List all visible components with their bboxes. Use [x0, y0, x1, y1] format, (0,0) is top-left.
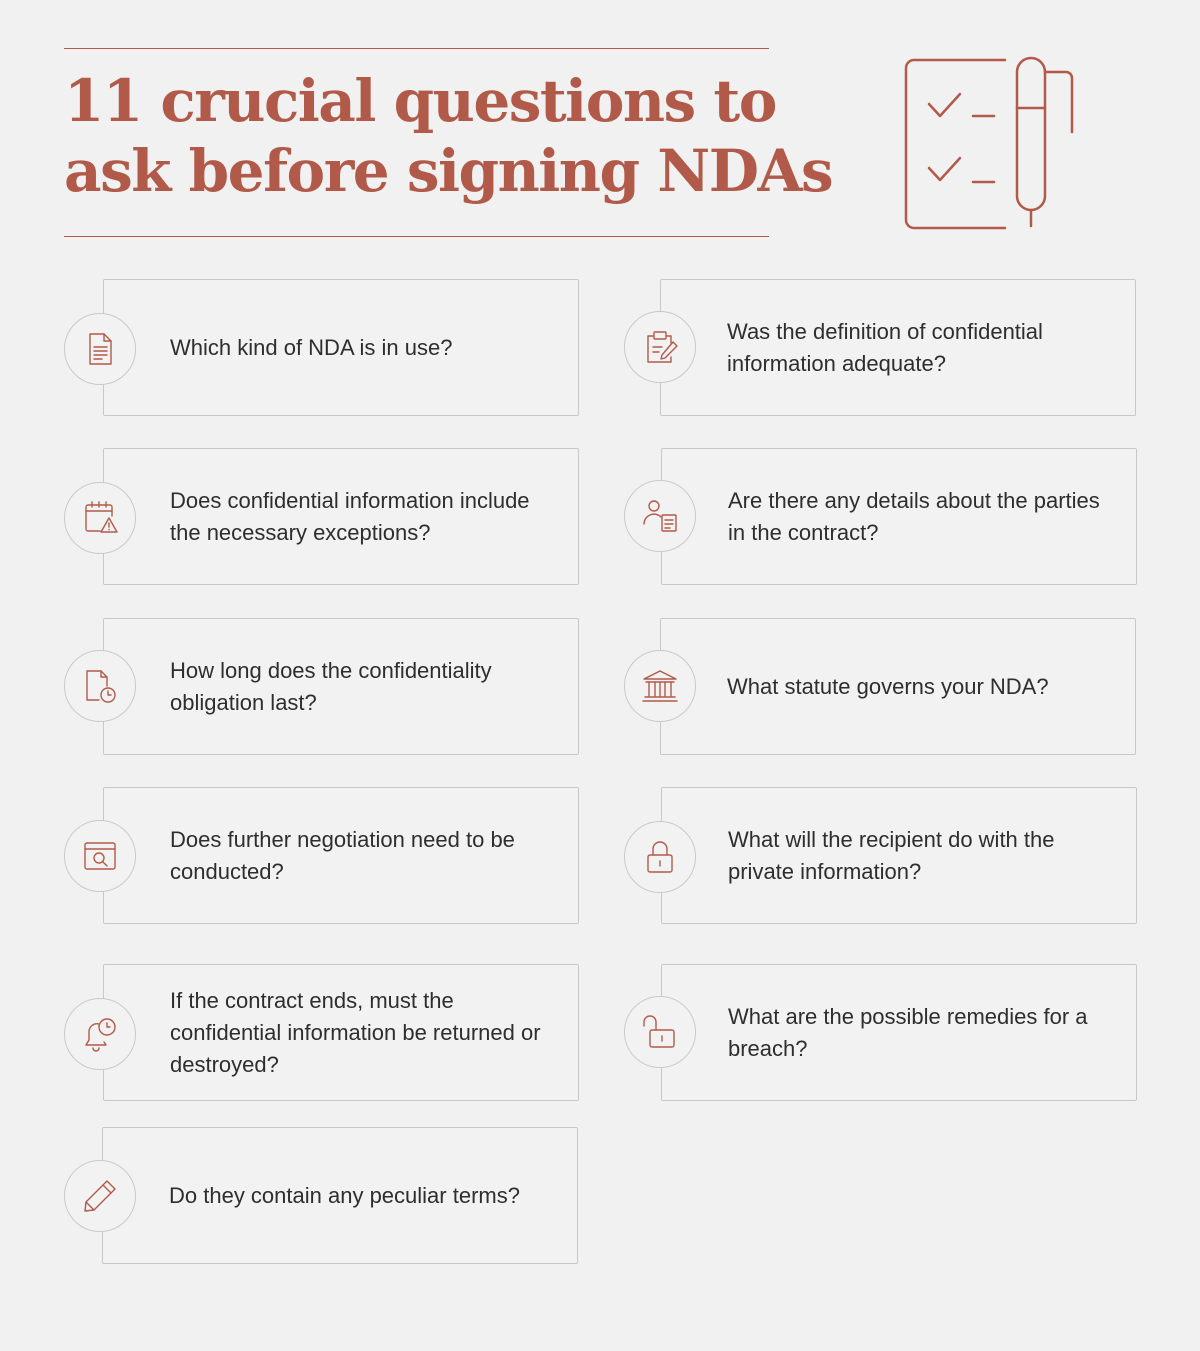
lock-icon — [624, 821, 696, 893]
question-text: Do they contain any peculiar terms? — [169, 1182, 520, 1208]
question-card — [102, 1127, 578, 1264]
browser-search-icon — [64, 820, 136, 892]
question-card — [103, 448, 579, 585]
question-text: How long does the confidentiality obligation last? — [170, 657, 492, 715]
question-text: What statute governs your NDA? — [727, 673, 1049, 699]
question-card — [103, 279, 579, 416]
question-text: What are the possible remedies for a breach? — [728, 1003, 1088, 1061]
checklist-and-pen-icon — [900, 56, 1080, 232]
question-card — [661, 787, 1137, 924]
title-line-1: 11 crucial questions to — [64, 67, 776, 135]
question-card — [660, 279, 1136, 416]
bell-clock-icon — [64, 998, 136, 1070]
calendar-warning-icon — [64, 482, 136, 554]
question-text: If the contract ends, must the confidential information be returned or destroyed? — [170, 987, 541, 1077]
question-card — [661, 448, 1137, 585]
question-text: Are there any details about the parties in the contract? — [728, 487, 1100, 545]
document-clock-icon — [64, 650, 136, 722]
document-icon — [64, 313, 136, 385]
question-text: Does confidential information include the necessary exceptions? — [170, 487, 530, 545]
person-document-icon — [624, 480, 696, 552]
question-text: Does further negotiation need to be conducted? — [170, 826, 515, 884]
question-card — [103, 787, 579, 924]
unlock-icon — [624, 996, 696, 1068]
title-top-rule — [64, 48, 769, 49]
title-line-2: ask before signing NDAs — [64, 137, 833, 205]
title-bottom-rule — [64, 236, 769, 237]
courthouse-icon — [624, 650, 696, 722]
question-text: What will the recipient do with the private information? — [728, 826, 1055, 884]
question-card — [103, 618, 579, 755]
pencil-icon — [64, 1160, 136, 1232]
clipboard-edit-icon — [624, 311, 696, 383]
question-card — [660, 618, 1136, 755]
question-card — [661, 964, 1137, 1101]
question-card — [103, 964, 579, 1101]
question-text: Was the definition of confidential information adequate? — [727, 318, 1043, 376]
question-text: Which kind of NDA is in use? — [170, 334, 453, 360]
page-title — [64, 66, 833, 206]
